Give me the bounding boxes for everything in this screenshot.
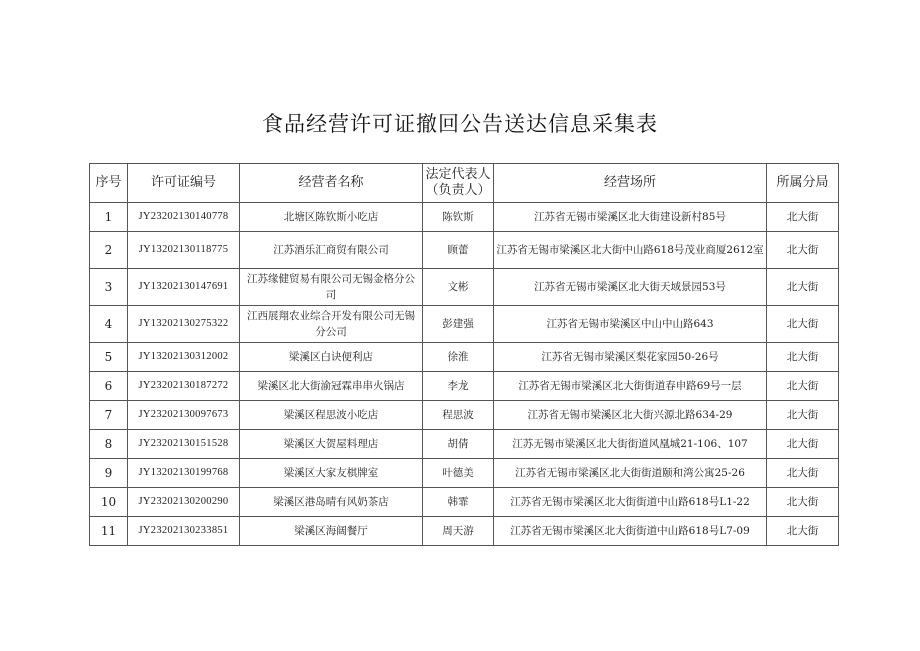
header-no: 序号 — [90, 164, 128, 203]
table-row — [90, 269, 839, 306]
cell-address: 江苏省无锡市梁溪区北大街街道颐和湾公寓25-26 — [494, 459, 767, 488]
cell-branch: 北大街 — [767, 430, 839, 459]
cell-address: 江苏省无锡市梁溪区北大街街道中山路618号L7-09 — [494, 517, 767, 546]
table-row — [90, 203, 839, 232]
cell-license: JY13202130199768 — [128, 459, 240, 488]
cell-rep: 彭建强 — [423, 306, 494, 343]
table-row — [90, 430, 839, 459]
cell-rep: 胡倩 — [423, 430, 494, 459]
cell-branch: 北大街 — [767, 401, 839, 430]
cell-branch: 北大街 — [767, 269, 839, 306]
cell-rep: 顾蕾 — [423, 232, 494, 269]
header-license: 许可证编号 — [128, 164, 240, 203]
cell-no: 8 — [90, 430, 128, 459]
table-row — [90, 232, 839, 269]
cell-license: JY13202130312002 — [128, 343, 240, 372]
cell-rep: 叶德美 — [423, 459, 494, 488]
cell-branch: 北大街 — [767, 203, 839, 232]
cell-no: 10 — [90, 488, 128, 517]
cell-operator: 江苏酒乐汇商贸有限公司 — [240, 232, 423, 269]
header-legal-rep — [423, 164, 494, 203]
cell-address: 江苏省无锡市梁溪区北大街街道中山路618号L1-22 — [494, 488, 767, 517]
cell-address: 江苏省无锡市梁溪区北大街兴源北路634-29 — [494, 401, 767, 430]
info-table — [89, 163, 839, 546]
header-legal-rep-line2: （负责人） — [425, 183, 491, 198]
cell-license: JY13202130275322 — [128, 306, 240, 343]
table-header-row — [90, 164, 839, 203]
cell-license: JY23202130140778 — [128, 203, 240, 232]
cell-operator: 梁溪区港岛晴有风奶茶店 — [240, 488, 423, 517]
table-row — [90, 459, 839, 488]
cell-rep: 徐淮 — [423, 343, 494, 372]
cell-license: JY23202130151528 — [128, 430, 240, 459]
cell-rep: 韩霏 — [423, 488, 494, 517]
table-row — [90, 488, 839, 517]
cell-no: 6 — [90, 372, 128, 401]
cell-branch: 北大街 — [767, 517, 839, 546]
cell-operator: 江苏缘健贸易有限公司无锡金格分公司 — [240, 269, 423, 306]
page-title: 食品经营许可证撤回公告送达信息采集表 — [262, 112, 658, 136]
cell-operator: 梁溪区程思波小吃店 — [240, 401, 423, 430]
cell-branch: 北大街 — [767, 488, 839, 517]
cell-operator: 梁溪区北大街渝冠霖串串火锅店 — [240, 372, 423, 401]
cell-branch: 北大街 — [767, 372, 839, 401]
cell-rep: 程思波 — [423, 401, 494, 430]
cell-operator: 梁溪区大家友棋牌室 — [240, 459, 423, 488]
cell-license: JY13202130118775 — [128, 232, 240, 269]
header-branch: 所属分局 — [767, 164, 839, 203]
cell-no: 1 — [90, 203, 128, 232]
cell-branch: 北大街 — [767, 232, 839, 269]
table-row — [90, 372, 839, 401]
cell-address: 江苏省无锡市梁溪区北大街建设新村85号 — [494, 203, 767, 232]
cell-address: 江苏省无锡市梁溪区梨花家园50-26号 — [494, 343, 767, 372]
cell-rep: 周天游 — [423, 517, 494, 546]
cell-address: 江苏无锡市梁溪区北大街街道风凰城21-106、107 — [494, 430, 767, 459]
cell-operator: 梁溪区白诀便利店 — [240, 343, 423, 372]
header-address: 经营场所 — [494, 164, 767, 203]
cell-branch: 北大街 — [767, 459, 839, 488]
cell-rep: 文彬 — [423, 269, 494, 306]
cell-no: 3 — [90, 269, 128, 306]
cell-no: 9 — [90, 459, 128, 488]
cell-no: 7 — [90, 401, 128, 430]
cell-branch: 北大街 — [767, 306, 839, 343]
table-row — [90, 401, 839, 430]
header-operator: 经营者名称 — [240, 164, 423, 203]
cell-operator: 北塘区陈钦斯小吃店 — [240, 203, 423, 232]
cell-operator: 梁溪区大贺屋料理店 — [240, 430, 423, 459]
table-row — [90, 517, 839, 546]
cell-rep: 陈钦斯 — [423, 203, 494, 232]
cell-branch: 北大街 — [767, 343, 839, 372]
cell-operator: 梁溪区海阔餐厅 — [240, 517, 423, 546]
cell-no: 4 — [90, 306, 128, 343]
cell-no: 11 — [90, 517, 128, 546]
table-row — [90, 306, 839, 343]
table-row — [90, 343, 839, 372]
cell-rep: 李龙 — [423, 372, 494, 401]
cell-no: 2 — [90, 232, 128, 269]
cell-license: JY13202130147691 — [128, 269, 240, 306]
header-legal-rep-line1: 法定代表人 — [425, 167, 491, 182]
cell-operator: 江西展翔农业综合开发有限公司无锡分公司 — [240, 306, 423, 343]
cell-license: JY23202130097673 — [128, 401, 240, 430]
cell-address: 江苏省无锡市梁溪区北大街街道春申路69号一层 — [494, 372, 767, 401]
cell-address: 江苏省无锡市梁溪区北大街天域景园53号 — [494, 269, 767, 306]
cell-address: 江苏省无锡市梁溪区中山中山路643 — [494, 306, 767, 343]
cell-license: JY23202130200290 — [128, 488, 240, 517]
cell-license: JY23202130233851 — [128, 517, 240, 546]
cell-license: JY23202130187272 — [128, 372, 240, 401]
cell-address: 江苏省无锡市梁溪区北大街中山路618号茂业商厦2612室 — [494, 232, 767, 269]
cell-no: 5 — [90, 343, 128, 372]
